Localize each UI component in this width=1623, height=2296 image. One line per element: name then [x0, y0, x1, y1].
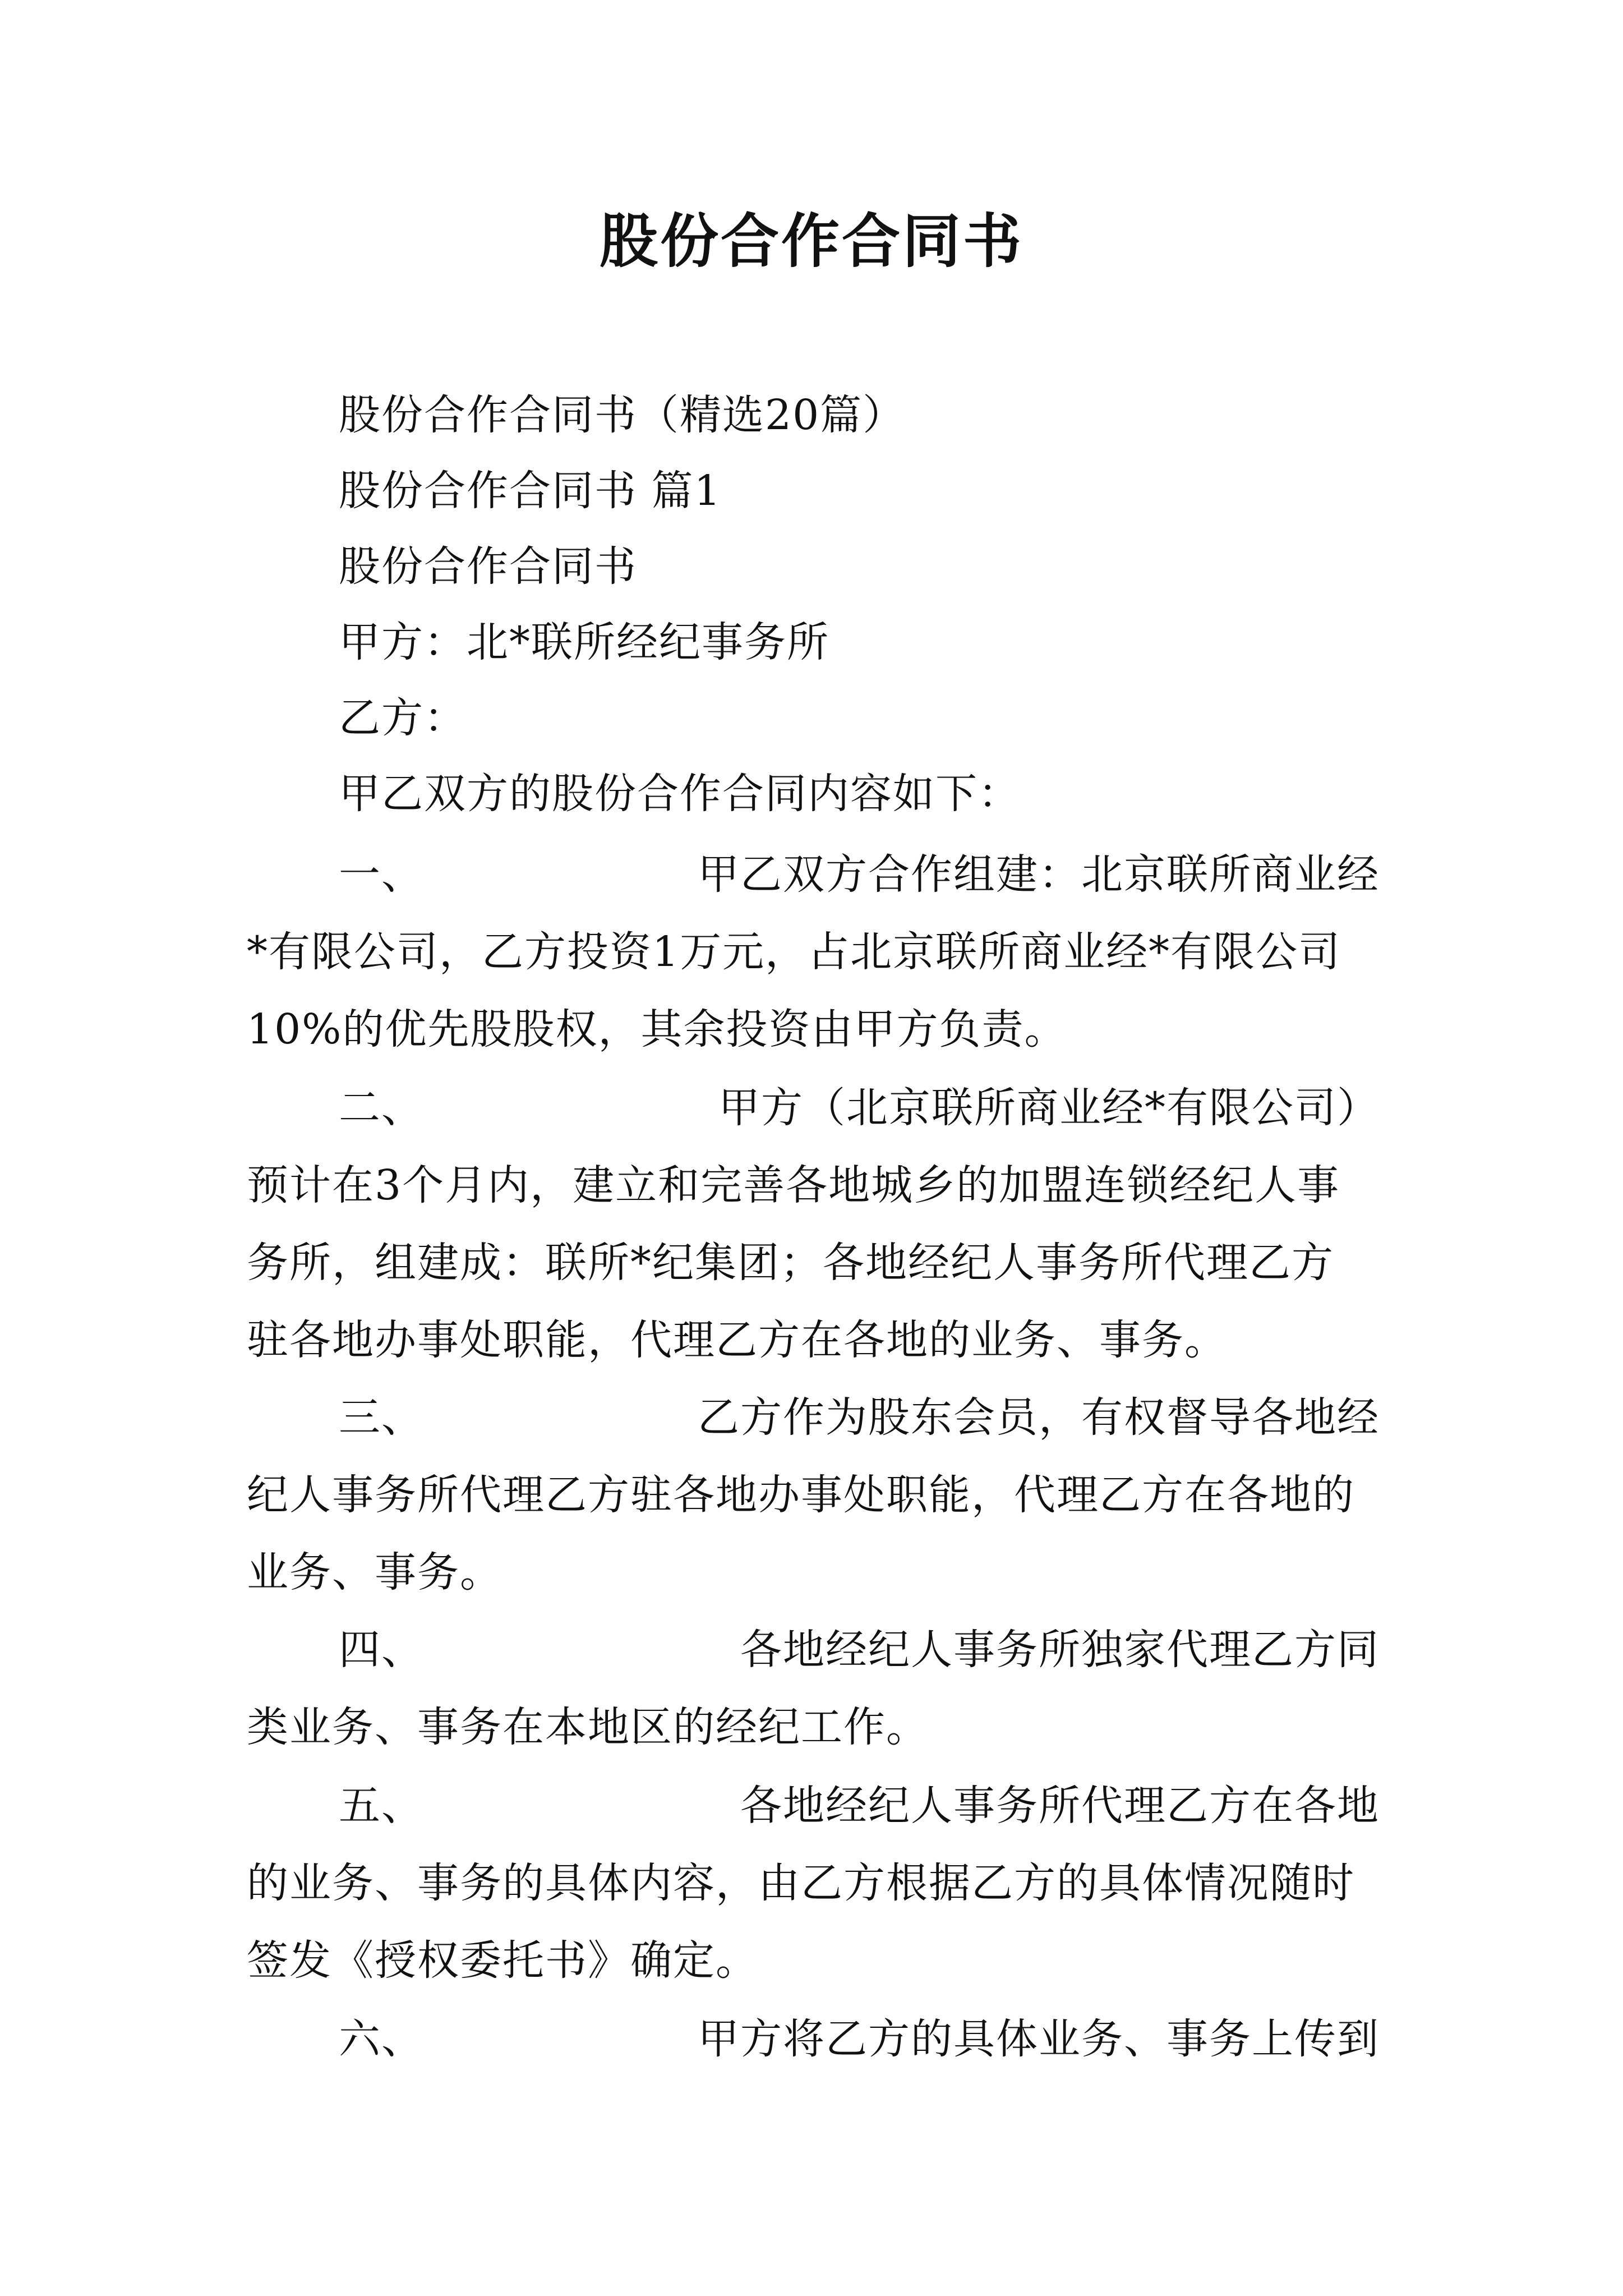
clause-5-line: 签发《授权委托书》确定。 — [247, 1936, 758, 1985]
clause-2-line: 驻各地办事处职能，代理乙方在各地的业务、事务。 — [247, 1316, 1227, 1364]
clause-1 — [247, 836, 1380, 1068]
clause-5-line: 的业务、事务的具体内容，由乙方根据乙方的具体情况随时 — [247, 1859, 1355, 1907]
document-title: 股份合作合同书 — [599, 206, 1023, 275]
clause-4-line: 类业务、事务在本地区的经纪工作。 — [247, 1703, 929, 1751]
clause-4 — [247, 1611, 1380, 1766]
clause-3-line: 纪人事务所代理乙方驻各地办事处职能，代理乙方在各地的 — [247, 1471, 1355, 1519]
intro-line-6: 甲乙双方的股份合作合同内容如下： — [339, 770, 1021, 818]
clause-4-number: 四、 — [339, 1626, 424, 1674]
clause-4-first-line: 各地经纪人事务所独家代理乙方同 — [740, 1626, 1380, 1674]
clause-3-line: 业务、事务。 — [247, 1548, 502, 1596]
intro-line-2: 股份合作合同书 篇1 — [339, 467, 722, 515]
intro-line-1: 股份合作合同书（精选20篇） — [339, 391, 906, 439]
clause-1-line: 10%的优先股股权，其余投资由甲方负责。 — [247, 1005, 1067, 1053]
party-a-line: 甲方：北*联所经纪事务所 — [339, 618, 829, 666]
clause-2-number: 二、 — [339, 1084, 424, 1132]
clause-6 — [247, 2000, 1380, 2078]
clause-1-line: *有限公司，乙方投资1万元，占北京联所商业经*有限公司 — [247, 928, 1341, 976]
clause-3-first-line: 乙方作为股东会员，有权督导各地经 — [698, 1393, 1380, 1442]
clause-6-number: 六、 — [339, 2015, 424, 2063]
clause-3 — [247, 1379, 1380, 1611]
clause-5-number: 五、 — [339, 1782, 424, 1830]
clause-5-first-line: 各地经纪人事务所代理乙方在各地 — [740, 1782, 1380, 1830]
clause-1-number: 一、 — [339, 850, 424, 899]
intro-line-3: 股份合作合同书 — [339, 542, 637, 591]
party-b-line: 乙方： — [339, 694, 467, 742]
clause-1-first-line: 甲乙双方合作组建：北京联所商业经 — [698, 850, 1380, 899]
clause-2-line: 预计在3个月内，建立和完善各地城乡的加盟连锁经纪人事 — [247, 1161, 1340, 1209]
clause-2-line: 务所，组建成：联所*纪集团；各地经纪人事务所代理乙方 — [247, 1239, 1334, 1287]
clause-6-first-line: 甲方将乙方的具体业务、事务上传到 — [698, 2015, 1380, 2063]
clause-5 — [247, 1767, 1380, 1999]
clause-2 — [247, 1069, 1380, 1379]
clause-3-number: 三、 — [339, 1393, 424, 1442]
clause-2-first-line: 甲方（北京联所商业经*有限公司） — [718, 1084, 1380, 1132]
